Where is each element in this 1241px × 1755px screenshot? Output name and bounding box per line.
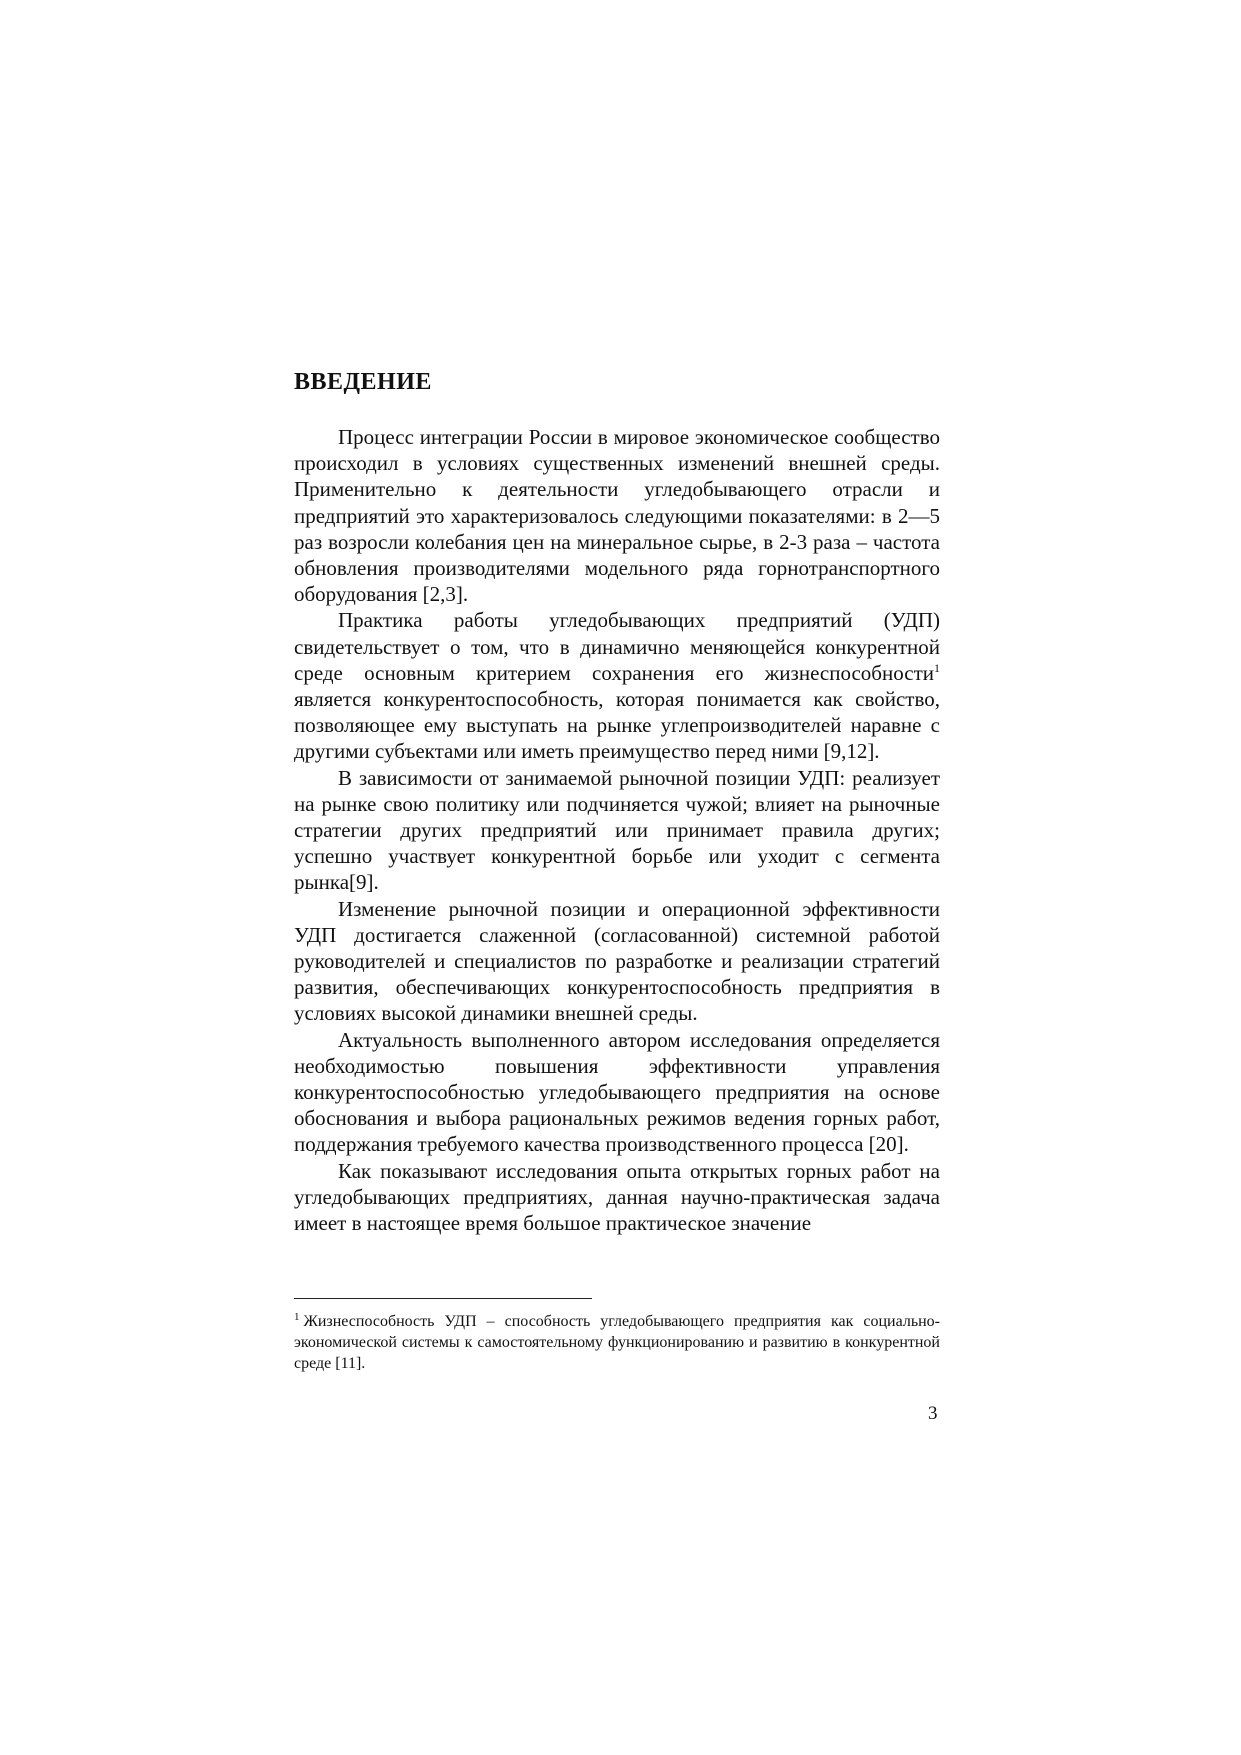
paragraph-1: Процесс интеграции России в мировое экономическое сообщество происходил в условиях существенных изменений внешней среды. Применительно к деятельности угледобывающего отрасли и предприятий это характеризовалось следующими показателями: в 2—5 раз возросли колебания цен на минеральное сырье, в 2-3 раза – частота обновления производителями модельного ряда горнотранспортного оборудования [2,3]. [294, 425, 940, 607]
body-text [294, 424, 940, 1236]
paragraph-2-part-2: является конкурентоспособность, которая понимается как свойство, позволяющее ему выступать на рынке углепроизводителей наравне с другими субъектами или иметь преимущество перед ними [9,12]. [294, 687, 940, 764]
paragraph-2 [294, 607, 940, 764]
paragraph-6: Как показывают исследования опыта открытых горных работ на угледобывающих предприятиях, данная научно-практическая задача имеет в настоящее время большое практическое значение [294, 1158, 940, 1236]
page-number: 3 [928, 1403, 938, 1424]
footnote-text: Жизнеспособность УДП – способность угледобывающего предприятия как социально-экономической системы к самостоятельному функционированию и развитию в конкурентной среде [11]. [294, 1313, 940, 1372]
footnote-divider [294, 1298, 592, 1299]
footnote [294, 1311, 940, 1374]
section-heading: ВВЕДЕНИЕ [294, 369, 432, 395]
footnote-mark: 1 [294, 1310, 300, 1323]
paragraph-3: В зависимости от занимаемой рыночной позиции УДП: реализует на рынке свою политику или подчиняется чужой; влияет на рыночные стратегии других предприятий или принимает правила других; успешно участвует конкурентной борьбе или уходит с сегмента рынка[9]. [294, 765, 940, 895]
paragraph-5: Актуальность выполненного автором исследования определяется необходимостью повышения эффективности управления конкурентоспособностью угледобывающего предприятия на основе обоснования и выбора рациональных режимов ведения горных работ, поддержания требуемого качества производственного процесса [20]. [294, 1027, 940, 1157]
paragraph-4: Изменение рыночной позиции и операционной эффективности УДП достигается слаженной (согласованной) системной работой руководителей и специалистов по разработке и реализации стратегий развития, обеспечивающих конкурентоспособность предприятия в условиях высокой динамики внешней среды. [294, 896, 940, 1026]
paragraph-2-part-1: Практика работы угледобывающих предприятий (УДП) свидетельствует о том, что в динамично меняющейся конкурентной среде основным критерием сохранения его жизнеспособности [294, 608, 940, 685]
footnote-reference: 1 [934, 660, 940, 675]
